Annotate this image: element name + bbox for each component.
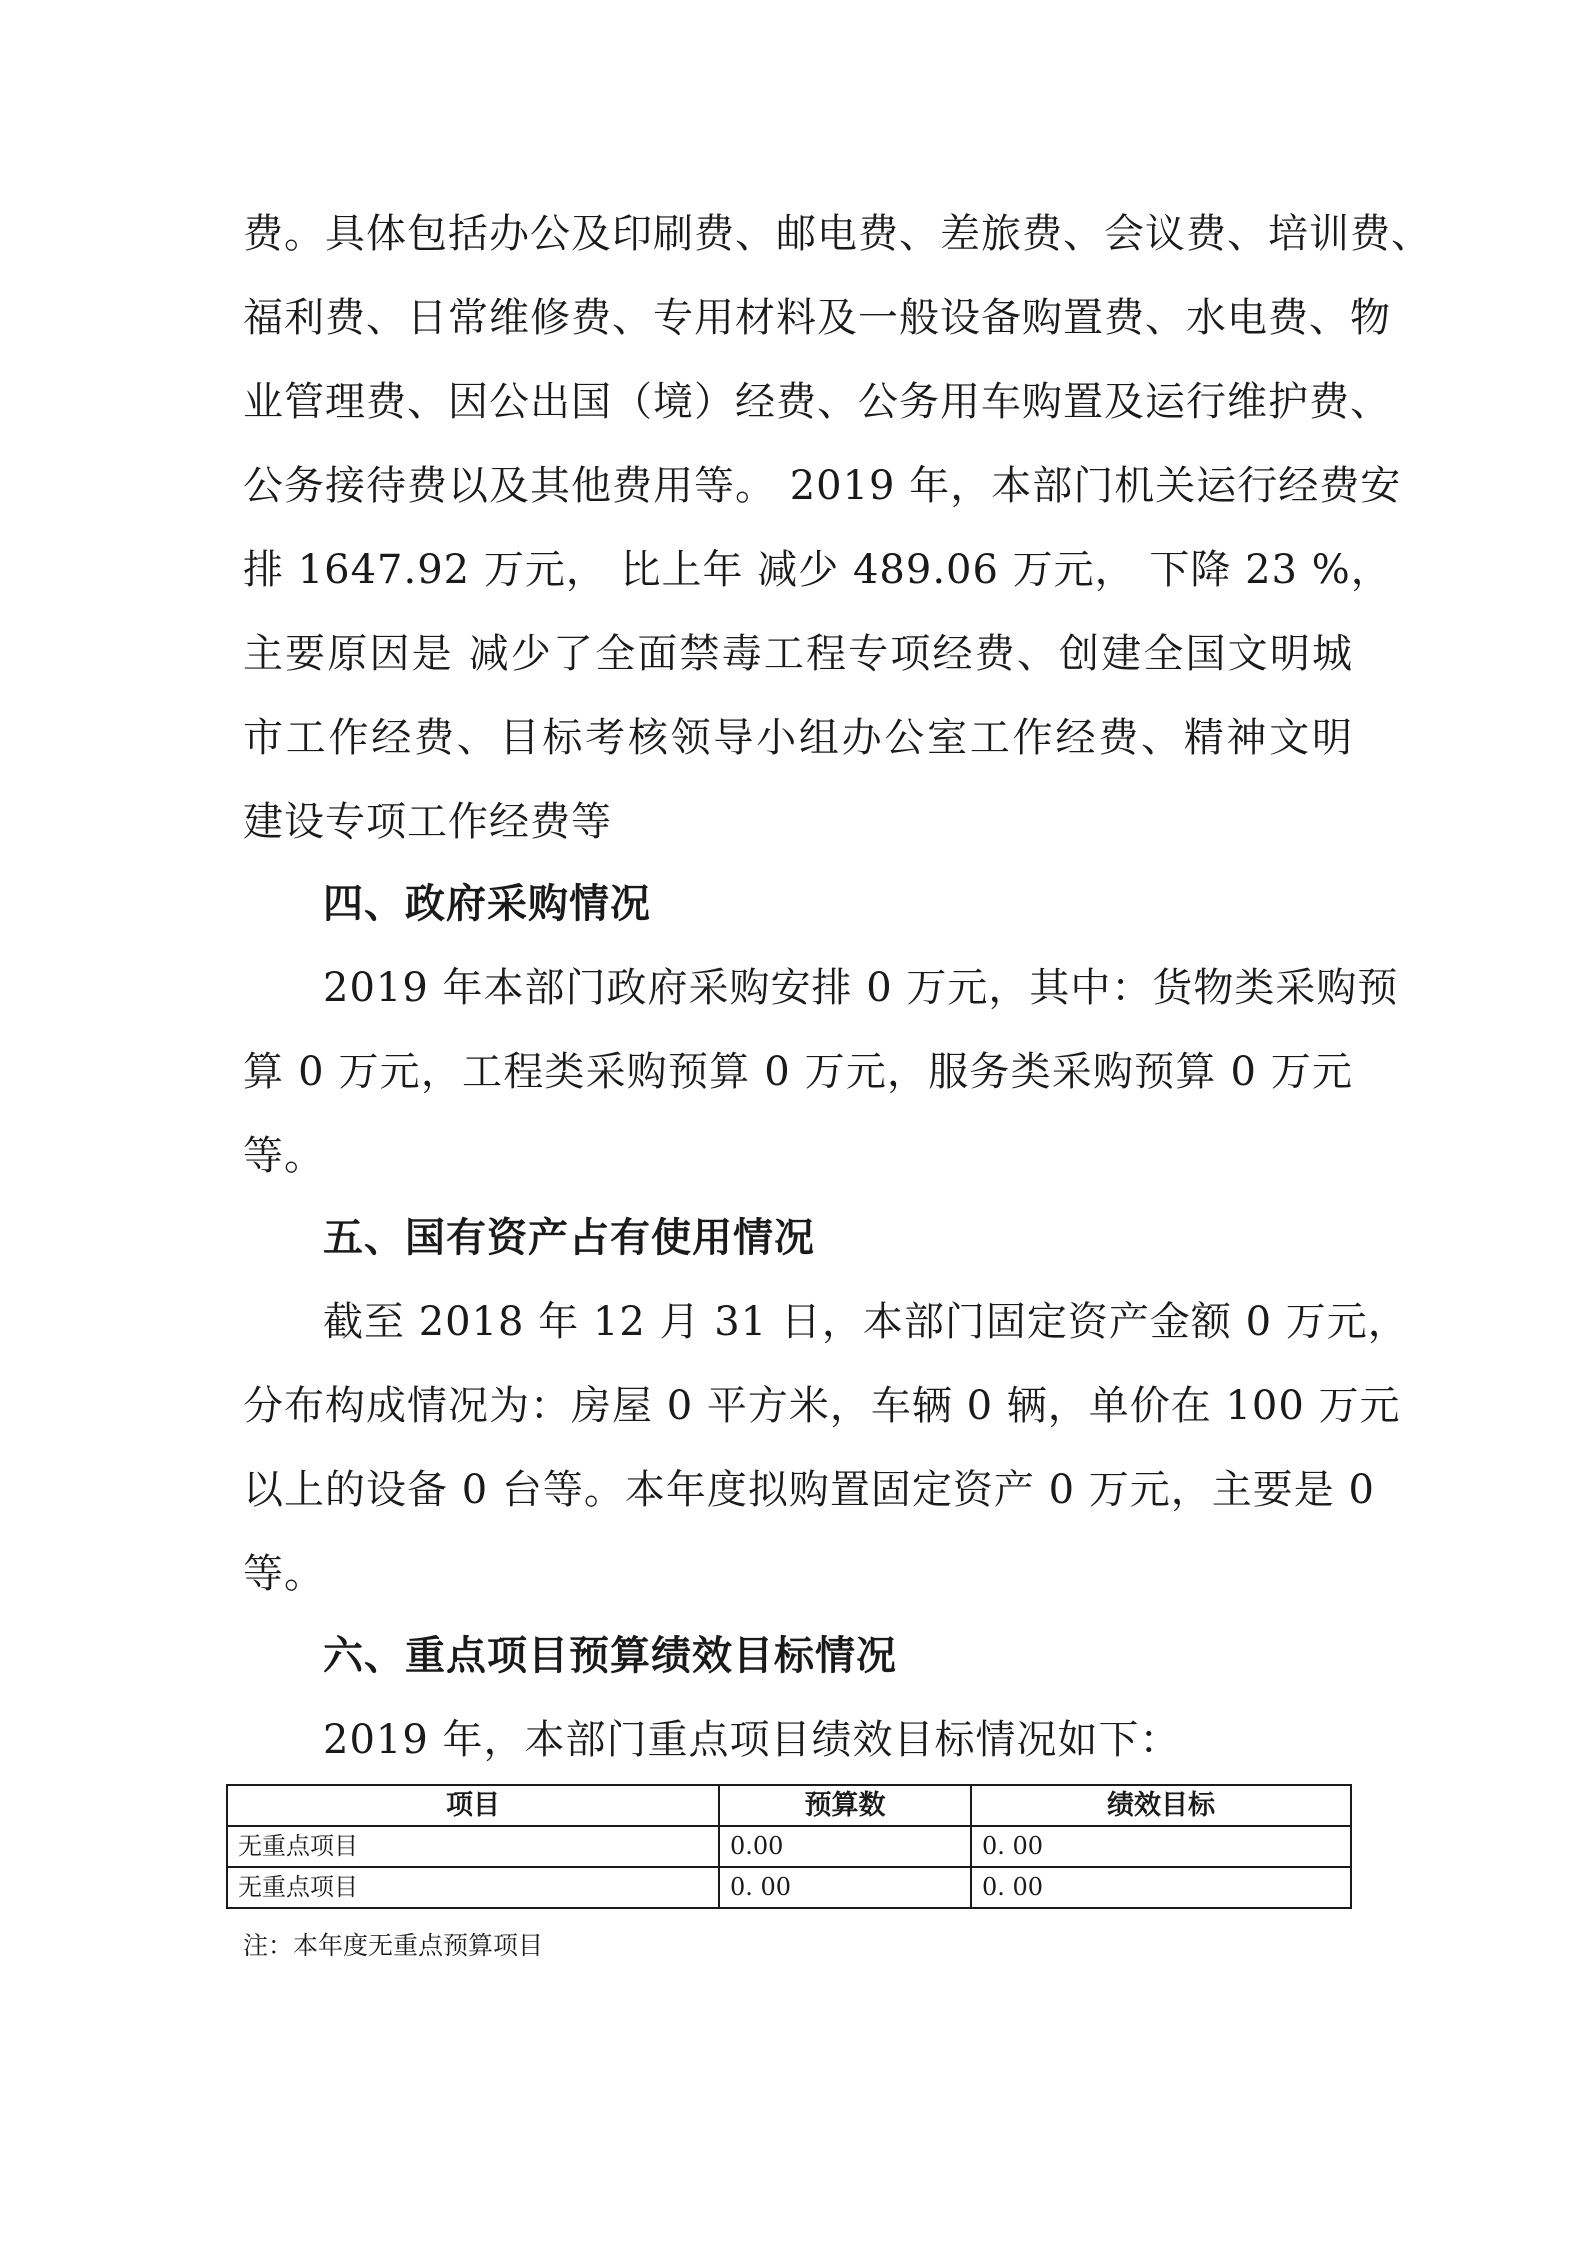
table-header-row: [227, 1785, 1351, 1826]
section-heading-procurement: 四、政府采购情况: [323, 881, 651, 927]
paragraph-line: 主要原因是 减少了全面禁毒工程专项经费、创建全国文明城: [243, 631, 1353, 677]
table-cell: 无重点项目: [227, 1826, 719, 1867]
section-heading-performance: 六、重点项目预算绩效目标情况: [323, 1633, 897, 1679]
table-cell: 0. 00: [719, 1867, 971, 1908]
paragraph-line: 建设专项工作经费等: [243, 799, 612, 845]
table-row: [227, 1826, 1351, 1867]
table-cell: 0. 00: [971, 1826, 1351, 1867]
table-note: 注：本年度无重点预算项目: [243, 1931, 544, 1960]
paragraph-line: 2019 年本部门政府采购安排 0 万元，其中：货物类采购预: [323, 965, 1399, 1011]
paragraph-line: 排 1647.92 万元， 比上年 减少 489.06 万元， 下降 23 %，: [243, 547, 1392, 593]
paragraph-line: 分布构成情况为：房屋 0 平方米，车辆 0 辆，单价在 100 万元: [243, 1383, 1401, 1429]
paragraph-line: 等。: [243, 1133, 325, 1179]
table-row: [227, 1867, 1351, 1908]
paragraph-line: 截至 2018 年 12 月 31 日，本部门固定资产金额 0 万元，: [323, 1299, 1409, 1345]
table-cell: 无重点项目: [227, 1867, 719, 1908]
paragraph-line: 费。具体包括办公及印刷费、邮电费、差旅费、会议费、培训费、: [243, 211, 1432, 257]
table-header-cell: 项目: [227, 1785, 719, 1826]
paragraph-line: 等。: [243, 1551, 325, 1597]
table-cell: 0. 00: [971, 1867, 1351, 1908]
paragraph-line: 福利费、日常维修费、专用材料及一般设备购置费、水电费、物: [243, 295, 1391, 341]
paragraph-line: 市工作经费、目标考核领导小组办公室工作经费、精神文明: [243, 715, 1353, 761]
paragraph-line: 以上的设备 0 台等。本年度拟购置固定资产 0 万元，主要是 0: [243, 1467, 1375, 1513]
table-header-cell: 绩效目标: [971, 1785, 1351, 1826]
section-intro: 2019 年，本部门重点项目绩效目标情况如下：: [323, 1717, 1181, 1763]
table-header-cell: 预算数: [719, 1785, 971, 1826]
section-heading-assets: 五、国有资产占有使用情况: [323, 1215, 815, 1261]
paragraph-line: 业管理费、因公出国（境）经费、公务用车购置及运行维护费、: [243, 379, 1391, 425]
paragraph-line: 算 0 万元，工程类采购预算 0 万元，服务类采购预算 0 万元: [243, 1049, 1353, 1095]
paragraph-line: 公务接待费以及其他费用等。 2019 年，本部门机关运行经费安: [243, 463, 1402, 509]
key-projects-table: [226, 1784, 1352, 1909]
table-cell: 0.00: [719, 1826, 971, 1867]
